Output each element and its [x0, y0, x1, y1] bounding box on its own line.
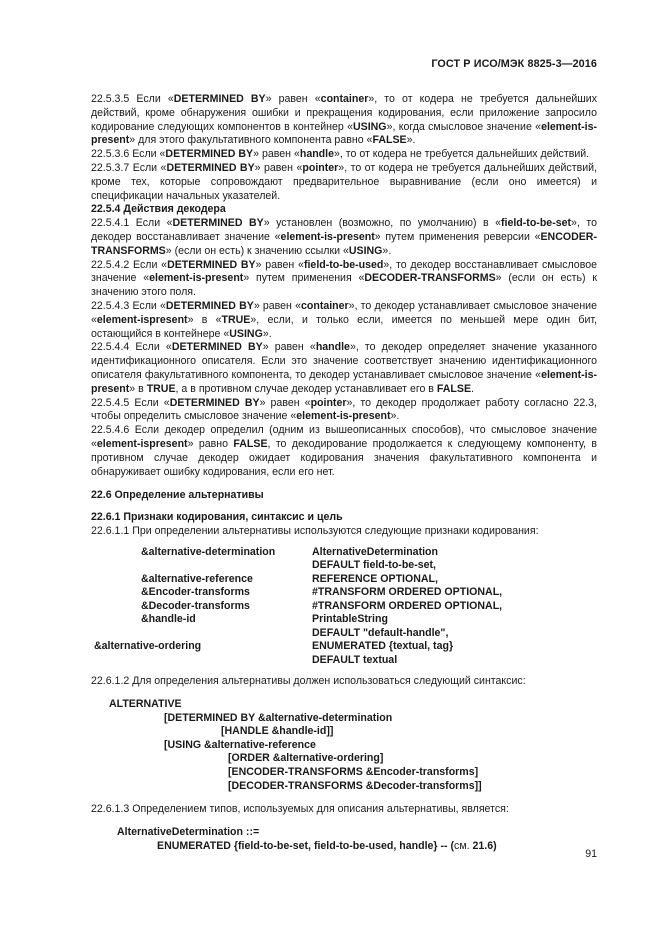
paragraph-22-5-3-6: 22.5.3.6 Если «DETERMINED BY» равен «handle», то от кодера не требуется дальнейших действий. [91, 148, 590, 161]
paragraph-22-5-4-1: 22.5.4.1 Если «DETERMINED BY» установлен (возможно, по умолчанию) в «field-to-be-set», то декодер восстанавливает значение «element-is-present» путем применения реверсии «ENCODER-TRANSFORMS» (если он есть) к значению ссылки «USING». [91, 217, 597, 257]
attribute-table [91, 546, 597, 668]
attribute-row: DEFAULT textual [312, 653, 398, 666]
heading-22-6-1: 22.6.1 Признаки кодирования, синтаксис и цель [91, 511, 343, 524]
attribute-row: &alternative-determination AlternativeDetermination [141, 545, 438, 558]
paragraph-22-5-3-5: 22.5.3.5 Если «DETERMINED BY» равен «container», то от кодера не требуется дальнейших действий, кроме обнаружения ошибки и прекращения кодирования, если приложение запросило кодирование следующих компонентов в контейнер «USING», когда смысловое значение «element-is-present» для этого факультативного компонента равно «FALSE». [91, 93, 597, 147]
syntax-line: [DETERMINED BY &alternative-determination [164, 711, 393, 724]
type-definition [91, 826, 597, 853]
attribute-row: &Encoder-transforms #TRANSFORM ORDERED OPTIONAL, [141, 586, 503, 599]
paragraph-22-5-4-5: 22.5.4.5 Если «DETERMINED BY» равен «pointer», то декодер продолжает работу согласно 22.3, чтобы определить смысловое значение «element-is-present». [91, 396, 597, 423]
type-definition-line: ENUMERATED {field-to-be-set, field-to-be-used, handle} -- (см. 21.6) [157, 839, 497, 852]
syntax-line: [DECODER-TRANSFORMS &Decoder-transforms]] [228, 779, 482, 792]
page-number: 91 [585, 848, 597, 860]
attribute-row: &handle-id PrintableString [141, 613, 388, 626]
syntax-line: [USING &alternative-reference [164, 738, 316, 751]
paragraph-22-5-4-6: 22.5.4.6 Если декодер определил (одним из вышеописанных способов), что смысловое значение «element-ispresent» равно FALSE, то декодирование продолжается к следующему компоненту, в противном случае декодер ожидает кодирования значения факультативного компонента и обнаруживает ошибку кодирования, если его нет. [91, 424, 597, 478]
paragraph-22-5-3-7: 22.5.3.7 Если «DETERMINED BY» равен «pointer», то от кодера не требуется дальнейших действий, кроме тех, которые сопровождают предварительное выравнивание (если оно имеется) и спецификации начальных указателей. [91, 161, 597, 202]
paragraph-22-6-1-1: 22.6.1.1 При определении альтернативы используются следующие признаки кодирования: [91, 524, 539, 537]
syntax-line: [ENCODER-TRANSFORMS &Encoder-transforms] [228, 765, 479, 778]
syntax-line: [HANDLE &handle-id]] [221, 725, 334, 738]
syntax-line: [ORDER &alternative-ordering] [228, 752, 384, 765]
paragraph-22-6-1-2: 22.6.1.2 Для определения альтернативы должен использоваться следующий синтаксис: [91, 675, 526, 688]
attribute-row: DEFAULT field-to-be-set, [312, 559, 436, 572]
paragraph-22-5-4-2: 22.5.4.2 Если «DETERMINED BY» равен «field-to-be-used», то декодер восстанавливает смысловое значение «element-is-present» путем применения «DECODER-TRANSFORMS» (если он есть) к значению этого поля. [91, 258, 597, 299]
attribute-row: DEFAULT "default-handle", [312, 626, 449, 639]
syntax-line: ALTERNATIVE [109, 698, 182, 710]
syntax-block [91, 698, 597, 793]
heading-22-6: 22.6 Определение альтернативы [91, 489, 264, 502]
paragraph-22-5-4-3: 22.5.4.3 Если «DETERMINED BY» равен «container», то декодер устанавливает смысловое значение «element-ispresent» в «TRUE», если, и только если, имеется по меньшей мере один бит, остающийся в контейнере «USING». [91, 299, 597, 340]
type-definition-line: AlternativeDetermination ::= [117, 825, 260, 838]
page-content [91, 93, 597, 853]
document-header: ГОСТ Р ИСО/МЭК 8825-3—2016 [431, 58, 597, 70]
paragraph-22-6-1-3: 22.6.1.3 Определением типов, используемых для описания альтернативы, является: [91, 803, 509, 816]
heading-22-5-4: 22.5.4 Действия декодера [91, 203, 226, 216]
attribute-row: &Decoder-transforms #TRANSFORM ORDERED OPTIONAL, [141, 599, 503, 612]
paragraph-22-5-4-4: 22.5.4.4 Если «DETERMINED BY» равен «handle», то декодер определяет значение указанного идентификационного описателя. Если это значение соответствует значению идентификационного описателя факультативного компонента, то декодер устанавливает смысловое значение «element-is-present» в TRUE, а в противном случае декодер устанавливает его в FALSE. [91, 341, 597, 395]
attribute-row: &alternative-reference REFERENCE OPTIONAL, [141, 572, 438, 585]
attribute-row: &alternative-ordering ENUMERATED {textual, tag} [94, 640, 454, 653]
